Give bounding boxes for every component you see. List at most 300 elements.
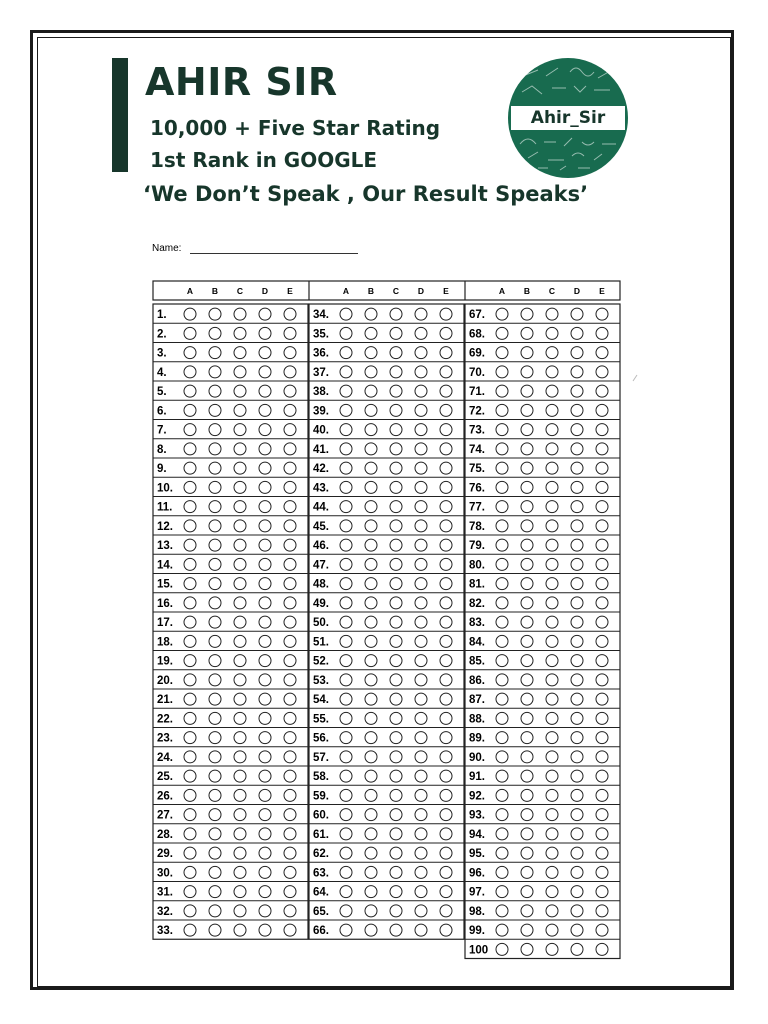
answer-bubble-66-a[interactable] [340,924,352,936]
answer-bubble-86-b[interactable] [521,674,533,686]
answer-bubble-68-c[interactable] [546,327,558,339]
answer-bubble-78-b[interactable] [521,520,533,532]
answer-bubble-87-e[interactable] [596,693,608,705]
answer-bubble-70-a[interactable] [496,366,508,378]
answer-bubble-39-e[interactable] [440,404,452,416]
answer-bubble-45-d[interactable] [415,520,427,532]
answer-bubble-10-b[interactable] [209,481,221,493]
answer-bubble-44-e[interactable] [440,501,452,513]
answer-bubble-30-b[interactable] [209,866,221,878]
answer-bubble-99-d[interactable] [571,924,583,936]
answer-bubble-50-c[interactable] [390,616,402,628]
answer-bubble-80-c[interactable] [546,558,558,570]
answer-bubble-43-e[interactable] [440,481,452,493]
answer-bubble-44-c[interactable] [390,501,402,513]
answer-bubble-14-d[interactable] [259,558,271,570]
answer-bubble-52-b[interactable] [365,655,377,667]
answer-bubble-62-e[interactable] [440,847,452,859]
answer-bubble-63-d[interactable] [415,866,427,878]
answer-bubble-97-b[interactable] [521,886,533,898]
answer-bubble-32-b[interactable] [209,905,221,917]
answer-bubble-5-e[interactable] [284,385,296,397]
answer-bubble-18-e[interactable] [284,635,296,647]
answer-bubble-31-c[interactable] [234,886,246,898]
answer-bubble-3-b[interactable] [209,347,221,359]
answer-bubble-10-c[interactable] [234,481,246,493]
answer-bubble-67-a[interactable] [496,308,508,320]
answer-bubble-93-d[interactable] [571,809,583,821]
answer-bubble-51-d[interactable] [415,635,427,647]
answer-bubble-12-b[interactable] [209,520,221,532]
answer-bubble-86-d[interactable] [571,674,583,686]
answer-bubble-51-c[interactable] [390,635,402,647]
answer-bubble-6-c[interactable] [234,404,246,416]
answer-bubble-25-b[interactable] [209,770,221,782]
answer-bubble-28-d[interactable] [259,828,271,840]
answer-bubble-5-b[interactable] [209,385,221,397]
answer-bubble-16-b[interactable] [209,597,221,609]
answer-bubble-22-b[interactable] [209,712,221,724]
answer-bubble-66-b[interactable] [365,924,377,936]
answer-bubble-67-c[interactable] [546,308,558,320]
answer-bubble-5-a[interactable] [184,385,196,397]
answer-bubble-70-b[interactable] [521,366,533,378]
answer-bubble-22-c[interactable] [234,712,246,724]
answer-bubble-32-a[interactable] [184,905,196,917]
answer-bubble-38-d[interactable] [415,385,427,397]
answer-bubble-58-c[interactable] [390,770,402,782]
answer-bubble-51-a[interactable] [340,635,352,647]
answer-bubble-16-a[interactable] [184,597,196,609]
answer-bubble-18-c[interactable] [234,635,246,647]
answer-bubble-57-d[interactable] [415,751,427,763]
answer-bubble-25-d[interactable] [259,770,271,782]
answer-bubble-42-d[interactable] [415,462,427,474]
answer-bubble-32-d[interactable] [259,905,271,917]
answer-bubble-40-c[interactable] [390,424,402,436]
answer-bubble-46-c[interactable] [390,539,402,551]
answer-bubble-72-c[interactable] [546,404,558,416]
answer-bubble-37-e[interactable] [440,366,452,378]
answer-bubble-72-a[interactable] [496,404,508,416]
answer-bubble-68-e[interactable] [596,327,608,339]
answer-bubble-82-d[interactable] [571,597,583,609]
answer-bubble-11-d[interactable] [259,501,271,513]
answer-bubble-50-d[interactable] [415,616,427,628]
answer-bubble-29-c[interactable] [234,847,246,859]
answer-bubble-77-a[interactable] [496,501,508,513]
answer-bubble-78-e[interactable] [596,520,608,532]
answer-bubble-99-c[interactable] [546,924,558,936]
answer-bubble-1-c[interactable] [234,308,246,320]
answer-bubble-4-e[interactable] [284,366,296,378]
answer-bubble-41-c[interactable] [390,443,402,455]
answer-bubble-78-c[interactable] [546,520,558,532]
answer-bubble-6-e[interactable] [284,404,296,416]
answer-bubble-39-b[interactable] [365,404,377,416]
answer-bubble-26-e[interactable] [284,789,296,801]
answer-bubble-20-d[interactable] [259,674,271,686]
answer-bubble-84-d[interactable] [571,635,583,647]
answer-bubble-73-d[interactable] [571,424,583,436]
answer-bubble-54-b[interactable] [365,693,377,705]
answer-bubble-17-d[interactable] [259,616,271,628]
answer-bubble-59-b[interactable] [365,789,377,801]
answer-bubble-65-d[interactable] [415,905,427,917]
answer-bubble-65-e[interactable] [440,905,452,917]
answer-bubble-15-d[interactable] [259,578,271,590]
answer-bubble-72-b[interactable] [521,404,533,416]
answer-bubble-46-e[interactable] [440,539,452,551]
answer-bubble-74-d[interactable] [571,443,583,455]
answer-bubble-27-d[interactable] [259,809,271,821]
answer-bubble-64-a[interactable] [340,886,352,898]
answer-bubble-15-a[interactable] [184,578,196,590]
answer-bubble-89-a[interactable] [496,732,508,744]
answer-bubble-71-b[interactable] [521,385,533,397]
answer-bubble-21-d[interactable] [259,693,271,705]
answer-bubble-41-a[interactable] [340,443,352,455]
answer-bubble-22-a[interactable] [184,712,196,724]
answer-bubble-45-b[interactable] [365,520,377,532]
answer-bubble-95-c[interactable] [546,847,558,859]
answer-bubble-32-c[interactable] [234,905,246,917]
answer-bubble-69-a[interactable] [496,347,508,359]
answer-bubble-44-d[interactable] [415,501,427,513]
answer-bubble-38-c[interactable] [390,385,402,397]
answer-bubble-47-d[interactable] [415,558,427,570]
answer-bubble-11-c[interactable] [234,501,246,513]
answer-bubble-21-e[interactable] [284,693,296,705]
answer-bubble-58-b[interactable] [365,770,377,782]
answer-bubble-82-e[interactable] [596,597,608,609]
answer-bubble-23-b[interactable] [209,732,221,744]
answer-bubble-98-c[interactable] [546,905,558,917]
answer-bubble-70-c[interactable] [546,366,558,378]
answer-bubble-16-c[interactable] [234,597,246,609]
answer-bubble-17-a[interactable] [184,616,196,628]
answer-bubble-40-d[interactable] [415,424,427,436]
answer-bubble-83-b[interactable] [521,616,533,628]
answer-bubble-46-d[interactable] [415,539,427,551]
answer-bubble-73-a[interactable] [496,424,508,436]
answer-bubble-9-a[interactable] [184,462,196,474]
answer-bubble-97-d[interactable] [571,886,583,898]
answer-bubble-83-d[interactable] [571,616,583,628]
answer-bubble-79-e[interactable] [596,539,608,551]
answer-bubble-34-c[interactable] [390,308,402,320]
answer-bubble-37-c[interactable] [390,366,402,378]
answer-bubble-10-a[interactable] [184,481,196,493]
answer-bubble-58-e[interactable] [440,770,452,782]
answer-bubble-94-c[interactable] [546,828,558,840]
answer-bubble-49-d[interactable] [415,597,427,609]
answer-bubble-93-a[interactable] [496,809,508,821]
answer-bubble-10-d[interactable] [259,481,271,493]
answer-bubble-19-c[interactable] [234,655,246,667]
answer-bubble-3-e[interactable] [284,347,296,359]
answer-bubble-67-e[interactable] [596,308,608,320]
answer-bubble-28-a[interactable] [184,828,196,840]
answer-bubble-29-d[interactable] [259,847,271,859]
answer-bubble-88-b[interactable] [521,712,533,724]
answer-bubble-74-a[interactable] [496,443,508,455]
answer-bubble-4-a[interactable] [184,366,196,378]
answer-bubble-12-a[interactable] [184,520,196,532]
answer-bubble-29-b[interactable] [209,847,221,859]
answer-bubble-100-d[interactable] [571,943,583,955]
answer-bubble-47-e[interactable] [440,558,452,570]
answer-bubble-19-b[interactable] [209,655,221,667]
answer-bubble-7-e[interactable] [284,424,296,436]
answer-bubble-81-b[interactable] [521,578,533,590]
answer-bubble-34-d[interactable] [415,308,427,320]
answer-bubble-19-a[interactable] [184,655,196,667]
answer-bubble-81-c[interactable] [546,578,558,590]
answer-bubble-42-c[interactable] [390,462,402,474]
answer-bubble-43-a[interactable] [340,481,352,493]
answer-bubble-48-d[interactable] [415,578,427,590]
answer-bubble-36-e[interactable] [440,347,452,359]
answer-bubble-76-b[interactable] [521,481,533,493]
answer-bubble-14-a[interactable] [184,558,196,570]
answer-bubble-89-d[interactable] [571,732,583,744]
answer-bubble-94-e[interactable] [596,828,608,840]
answer-bubble-24-d[interactable] [259,751,271,763]
answer-bubble-98-b[interactable] [521,905,533,917]
answer-bubble-93-c[interactable] [546,809,558,821]
answer-bubble-52-d[interactable] [415,655,427,667]
answer-bubble-34-b[interactable] [365,308,377,320]
answer-bubble-90-b[interactable] [521,751,533,763]
answer-bubble-18-b[interactable] [209,635,221,647]
answer-bubble-53-d[interactable] [415,674,427,686]
answer-bubble-55-e[interactable] [440,712,452,724]
answer-bubble-60-c[interactable] [390,809,402,821]
answer-bubble-48-b[interactable] [365,578,377,590]
answer-bubble-28-c[interactable] [234,828,246,840]
answer-bubble-98-e[interactable] [596,905,608,917]
answer-bubble-87-a[interactable] [496,693,508,705]
answer-bubble-69-b[interactable] [521,347,533,359]
answer-bubble-89-c[interactable] [546,732,558,744]
answer-bubble-94-d[interactable] [571,828,583,840]
answer-bubble-91-c[interactable] [546,770,558,782]
answer-bubble-38-e[interactable] [440,385,452,397]
answer-bubble-76-c[interactable] [546,481,558,493]
answer-bubble-85-d[interactable] [571,655,583,667]
answer-bubble-41-d[interactable] [415,443,427,455]
answer-bubble-31-b[interactable] [209,886,221,898]
answer-bubble-82-c[interactable] [546,597,558,609]
answer-bubble-41-b[interactable] [365,443,377,455]
answer-bubble-21-c[interactable] [234,693,246,705]
answer-bubble-63-c[interactable] [390,866,402,878]
answer-bubble-8-d[interactable] [259,443,271,455]
answer-bubble-22-d[interactable] [259,712,271,724]
answer-bubble-12-c[interactable] [234,520,246,532]
answer-bubble-56-e[interactable] [440,732,452,744]
answer-bubble-88-e[interactable] [596,712,608,724]
answer-bubble-69-c[interactable] [546,347,558,359]
answer-bubble-26-c[interactable] [234,789,246,801]
answer-bubble-10-e[interactable] [284,481,296,493]
answer-bubble-60-e[interactable] [440,809,452,821]
answer-bubble-73-b[interactable] [521,424,533,436]
answer-bubble-68-b[interactable] [521,327,533,339]
answer-bubble-39-a[interactable] [340,404,352,416]
answer-bubble-44-b[interactable] [365,501,377,513]
answer-bubble-88-a[interactable] [496,712,508,724]
answer-bubble-42-b[interactable] [365,462,377,474]
answer-bubble-37-d[interactable] [415,366,427,378]
answer-bubble-53-c[interactable] [390,674,402,686]
answer-bubble-79-d[interactable] [571,539,583,551]
answer-bubble-21-b[interactable] [209,693,221,705]
answer-bubble-4-b[interactable] [209,366,221,378]
answer-bubble-84-c[interactable] [546,635,558,647]
answer-bubble-56-b[interactable] [365,732,377,744]
answer-bubble-62-b[interactable] [365,847,377,859]
answer-bubble-77-d[interactable] [571,501,583,513]
answer-bubble-24-b[interactable] [209,751,221,763]
answer-bubble-100-b[interactable] [521,943,533,955]
answer-bubble-13-c[interactable] [234,539,246,551]
answer-bubble-74-e[interactable] [596,443,608,455]
answer-bubble-33-a[interactable] [184,924,196,936]
answer-bubble-13-d[interactable] [259,539,271,551]
answer-bubble-21-a[interactable] [184,693,196,705]
answer-bubble-35-b[interactable] [365,327,377,339]
answer-bubble-27-e[interactable] [284,809,296,821]
answer-bubble-96-d[interactable] [571,866,583,878]
answer-bubble-44-a[interactable] [340,501,352,513]
answer-bubble-60-d[interactable] [415,809,427,821]
answer-bubble-58-a[interactable] [340,770,352,782]
answer-bubble-31-e[interactable] [284,886,296,898]
answer-bubble-93-b[interactable] [521,809,533,821]
answer-bubble-13-b[interactable] [209,539,221,551]
answer-bubble-35-e[interactable] [440,327,452,339]
answer-bubble-9-c[interactable] [234,462,246,474]
answer-bubble-88-c[interactable] [546,712,558,724]
answer-bubble-71-c[interactable] [546,385,558,397]
answer-bubble-46-a[interactable] [340,539,352,551]
answer-bubble-92-e[interactable] [596,789,608,801]
answer-bubble-30-d[interactable] [259,866,271,878]
answer-bubble-8-b[interactable] [209,443,221,455]
answer-bubble-61-c[interactable] [390,828,402,840]
answer-bubble-61-a[interactable] [340,828,352,840]
answer-bubble-38-a[interactable] [340,385,352,397]
answer-bubble-69-e[interactable] [596,347,608,359]
answer-bubble-80-e[interactable] [596,558,608,570]
answer-bubble-85-a[interactable] [496,655,508,667]
answer-bubble-92-b[interactable] [521,789,533,801]
answer-bubble-40-b[interactable] [365,424,377,436]
answer-bubble-85-c[interactable] [546,655,558,667]
answer-bubble-57-b[interactable] [365,751,377,763]
answer-bubble-98-a[interactable] [496,905,508,917]
answer-bubble-7-b[interactable] [209,424,221,436]
answer-bubble-61-e[interactable] [440,828,452,840]
answer-bubble-75-b[interactable] [521,462,533,474]
answer-bubble-28-b[interactable] [209,828,221,840]
answer-bubble-34-a[interactable] [340,308,352,320]
answer-bubble-53-b[interactable] [365,674,377,686]
answer-bubble-76-e[interactable] [596,481,608,493]
answer-bubble-95-d[interactable] [571,847,583,859]
answer-bubble-3-c[interactable] [234,347,246,359]
answer-bubble-6-a[interactable] [184,404,196,416]
answer-bubble-20-a[interactable] [184,674,196,686]
answer-bubble-96-e[interactable] [596,866,608,878]
answer-bubble-12-d[interactable] [259,520,271,532]
answer-bubble-55-d[interactable] [415,712,427,724]
answer-bubble-35-c[interactable] [390,327,402,339]
answer-bubble-1-e[interactable] [284,308,296,320]
answer-bubble-23-d[interactable] [259,732,271,744]
answer-bubble-9-e[interactable] [284,462,296,474]
answer-bubble-97-c[interactable] [546,886,558,898]
answer-bubble-61-d[interactable] [415,828,427,840]
answer-bubble-16-e[interactable] [284,597,296,609]
answer-bubble-68-d[interactable] [571,327,583,339]
answer-bubble-48-e[interactable] [440,578,452,590]
answer-bubble-62-d[interactable] [415,847,427,859]
answer-bubble-29-e[interactable] [284,847,296,859]
answer-bubble-96-c[interactable] [546,866,558,878]
answer-bubble-91-b[interactable] [521,770,533,782]
answer-bubble-5-c[interactable] [234,385,246,397]
answer-bubble-9-d[interactable] [259,462,271,474]
answer-bubble-35-a[interactable] [340,327,352,339]
answer-bubble-100-c[interactable] [546,943,558,955]
answer-bubble-33-b[interactable] [209,924,221,936]
answer-bubble-51-e[interactable] [440,635,452,647]
answer-bubble-36-a[interactable] [340,347,352,359]
answer-bubble-71-d[interactable] [571,385,583,397]
answer-bubble-62-a[interactable] [340,847,352,859]
answer-bubble-97-e[interactable] [596,886,608,898]
answer-bubble-2-a[interactable] [184,327,196,339]
answer-bubble-9-b[interactable] [209,462,221,474]
answer-bubble-81-e[interactable] [596,578,608,590]
answer-bubble-95-e[interactable] [596,847,608,859]
answer-bubble-17-b[interactable] [209,616,221,628]
answer-bubble-87-c[interactable] [546,693,558,705]
answer-bubble-96-b[interactable] [521,866,533,878]
answer-bubble-48-a[interactable] [340,578,352,590]
answer-bubble-86-c[interactable] [546,674,558,686]
answer-bubble-62-c[interactable] [390,847,402,859]
answer-bubble-87-b[interactable] [521,693,533,705]
answer-bubble-53-e[interactable] [440,674,452,686]
answer-bubble-63-a[interactable] [340,866,352,878]
answer-bubble-36-b[interactable] [365,347,377,359]
answer-bubble-64-e[interactable] [440,886,452,898]
answer-bubble-80-a[interactable] [496,558,508,570]
answer-bubble-71-e[interactable] [596,385,608,397]
answer-bubble-16-d[interactable] [259,597,271,609]
answer-bubble-25-c[interactable] [234,770,246,782]
answer-bubble-74-c[interactable] [546,443,558,455]
answer-bubble-28-e[interactable] [284,828,296,840]
answer-bubble-55-c[interactable] [390,712,402,724]
answer-bubble-33-d[interactable] [259,924,271,936]
answer-bubble-70-d[interactable] [571,366,583,378]
answer-bubble-4-c[interactable] [234,366,246,378]
